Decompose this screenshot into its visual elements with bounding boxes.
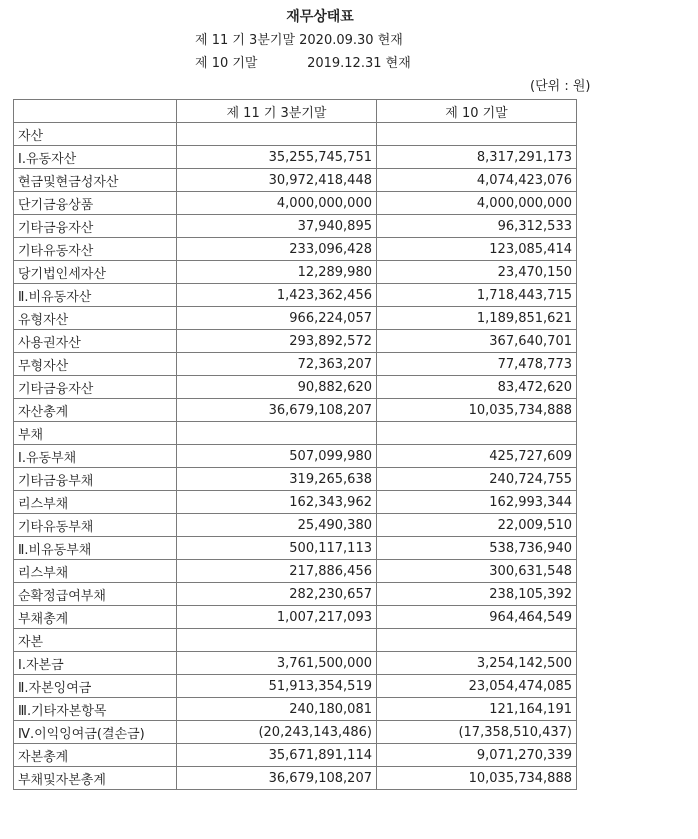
prior-period-value-cell: 8,317,291,173: [377, 146, 577, 169]
table-row: [14, 422, 577, 445]
prior-period-value-cell: 121,164,191: [377, 698, 577, 721]
account-label-cell: Ⅱ.비유동부채: [14, 537, 177, 560]
current-period-value-cell: 507,099,980: [177, 445, 377, 468]
prior-period-value-cell: 4,074,423,076: [377, 169, 577, 192]
prior-period-value-cell: 4,000,000,000: [377, 192, 577, 215]
table-row: [14, 698, 577, 721]
account-label-cell: Ⅲ.기타자본항목: [14, 698, 177, 721]
table-row: [14, 215, 577, 238]
table-row: [14, 146, 577, 169]
table-row: [14, 514, 577, 537]
current-period-value-cell: 217,886,456: [177, 560, 377, 583]
account-label-cell: 부채및자본총계: [14, 767, 177, 790]
current-period-value-cell: 240,180,081: [177, 698, 377, 721]
prior-period-value-cell: 123,085,414: [377, 238, 577, 261]
current-period-value-cell: 36,679,108,207: [177, 399, 377, 422]
account-label-cell: 리스부채: [14, 491, 177, 514]
current-period-value-cell: 282,230,657: [177, 583, 377, 606]
account-label-cell: 부채총계: [14, 606, 177, 629]
table-row: [14, 307, 577, 330]
current-period-value-cell: 12,289,980: [177, 261, 377, 284]
current-period-value-cell: 30,972,418,448: [177, 169, 377, 192]
unit-label: (단위 : 원): [530, 79, 591, 94]
account-label-cell: 기타금융자산: [14, 376, 177, 399]
current-period-value-cell: 72,363,207: [177, 353, 377, 376]
prior-period-value-cell: 425,727,609: [377, 445, 577, 468]
prior-period-value-cell: 23,054,474,085: [377, 675, 577, 698]
current-period-value-cell: 1,423,362,456: [177, 284, 377, 307]
prior-period-value-cell: [377, 422, 577, 445]
account-label-cell: 단기금융상품: [14, 192, 177, 215]
current-period-value-cell: [177, 629, 377, 652]
header-account: [14, 100, 177, 123]
prior-period-value-cell: 240,724,755: [377, 468, 577, 491]
account-label-cell: 무형자산: [14, 353, 177, 376]
account-label-cell: 리스부채: [14, 560, 177, 583]
account-label-cell: Ⅱ.비유동자산: [14, 284, 177, 307]
table-row: [14, 652, 577, 675]
account-label-cell: 자산총계: [14, 399, 177, 422]
prior-period-value-cell: (17,358,510,437): [377, 721, 577, 744]
prior-period-value-cell: 162,993,344: [377, 491, 577, 514]
account-label-cell: Ⅰ.유동자산: [14, 146, 177, 169]
account-label-cell: Ⅳ.이익잉여금(결손금): [14, 721, 177, 744]
prior-period-value-cell: 3,254,142,500: [377, 652, 577, 675]
account-label-cell: Ⅰ.유동부채: [14, 445, 177, 468]
account-label-cell: 사용권자산: [14, 330, 177, 353]
table-row: [14, 744, 577, 767]
prior-period-value-cell: [377, 123, 577, 146]
current-period-value-cell: 35,671,891,114: [177, 744, 377, 767]
prior-period-value-cell: 10,035,734,888: [377, 399, 577, 422]
prior-period-value-cell: 964,464,549: [377, 606, 577, 629]
table-row: [14, 261, 577, 284]
current-period-value-cell: 966,224,057: [177, 307, 377, 330]
prior-period-value-cell: 22,009,510: [377, 514, 577, 537]
table-row: [14, 675, 577, 698]
current-period-value-cell: 90,882,620: [177, 376, 377, 399]
current-period-value-cell: 35,255,745,751: [177, 146, 377, 169]
account-label-cell: Ⅰ.자본금: [14, 652, 177, 675]
current-period-value-cell: (20,243,143,486): [177, 721, 377, 744]
prior-period-value-cell: 23,470,150: [377, 261, 577, 284]
prior-period-value-cell: 77,478,773: [377, 353, 577, 376]
table-row: [14, 537, 577, 560]
current-period-value-cell: 293,892,572: [177, 330, 377, 353]
prior-period-value-cell: 538,736,940: [377, 537, 577, 560]
account-label-cell: 부채: [14, 422, 177, 445]
current-period-value-cell: 233,096,428: [177, 238, 377, 261]
current-period-value-cell: 36,679,108,207: [177, 767, 377, 790]
table-row: [14, 192, 577, 215]
page-title: 재무상태표: [286, 9, 354, 25]
prior-period-value-cell: 1,718,443,715: [377, 284, 577, 307]
account-label-cell: 기타유동부채: [14, 514, 177, 537]
table-row: [14, 376, 577, 399]
table-row: [14, 468, 577, 491]
current-period-value-cell: [177, 123, 377, 146]
current-period-value-cell: [177, 422, 377, 445]
table-row: [14, 721, 577, 744]
prior-period-value-cell: 10,035,734,888: [377, 767, 577, 790]
table-row: [14, 606, 577, 629]
account-label-cell: 현금및현금성자산: [14, 169, 177, 192]
current-period-value-cell: 25,490,380: [177, 514, 377, 537]
table-row: [14, 399, 577, 422]
current-period-value-cell: 51,913,354,519: [177, 675, 377, 698]
current-period-value-cell: 162,343,962: [177, 491, 377, 514]
prior-period-value-cell: 238,105,392: [377, 583, 577, 606]
prior-period-value-cell: 83,472,620: [377, 376, 577, 399]
prior-period-value-cell: [377, 629, 577, 652]
table-row: [14, 583, 577, 606]
account-label-cell: 자본총계: [14, 744, 177, 767]
header-current-period: 제 11 기 3분기말: [177, 100, 377, 123]
table-row: [14, 169, 577, 192]
prior-period-value-cell: 96,312,533: [377, 215, 577, 238]
account-label-cell: 당기법인세자산: [14, 261, 177, 284]
balance-sheet-table: [13, 99, 577, 790]
table-row: [14, 353, 577, 376]
period-current: 제 11 기 3분기말 2020.09.30 현재: [195, 33, 403, 48]
account-label-cell: Ⅱ.자본잉여금: [14, 675, 177, 698]
account-label-cell: 기타금융부채: [14, 468, 177, 491]
account-label-cell: 자산: [14, 123, 177, 146]
table-row: [14, 629, 577, 652]
current-period-value-cell: 500,117,113: [177, 537, 377, 560]
header-prior-period: 제 10 기말: [377, 100, 577, 123]
table-row: [14, 491, 577, 514]
table-row: [14, 445, 577, 468]
prior-period-value-cell: 367,640,701: [377, 330, 577, 353]
account-label-cell: 자본: [14, 629, 177, 652]
current-period-value-cell: 3,761,500,000: [177, 652, 377, 675]
current-period-value-cell: 37,940,895: [177, 215, 377, 238]
prior-period-value-cell: 1,189,851,621: [377, 307, 577, 330]
prior-period-value-cell: 9,071,270,339: [377, 744, 577, 767]
current-period-value-cell: 4,000,000,000: [177, 192, 377, 215]
account-label-cell: 기타유동자산: [14, 238, 177, 261]
account-label-cell: 기타금융자산: [14, 215, 177, 238]
period-prior: 제 10 기말 2019.12.31 현재: [195, 56, 411, 71]
table-row: [14, 238, 577, 261]
prior-period-value-cell: 300,631,548: [377, 560, 577, 583]
current-period-value-cell: 1,007,217,093: [177, 606, 377, 629]
table-row: [14, 123, 577, 146]
account-label-cell: 순확정급여부채: [14, 583, 177, 606]
table-row: [14, 767, 577, 790]
table-header-row: [14, 100, 577, 123]
current-period-value-cell: 319,265,638: [177, 468, 377, 491]
account-label-cell: 유형자산: [14, 307, 177, 330]
table-row: [14, 560, 577, 583]
table-row: [14, 284, 577, 307]
table-row: [14, 330, 577, 353]
